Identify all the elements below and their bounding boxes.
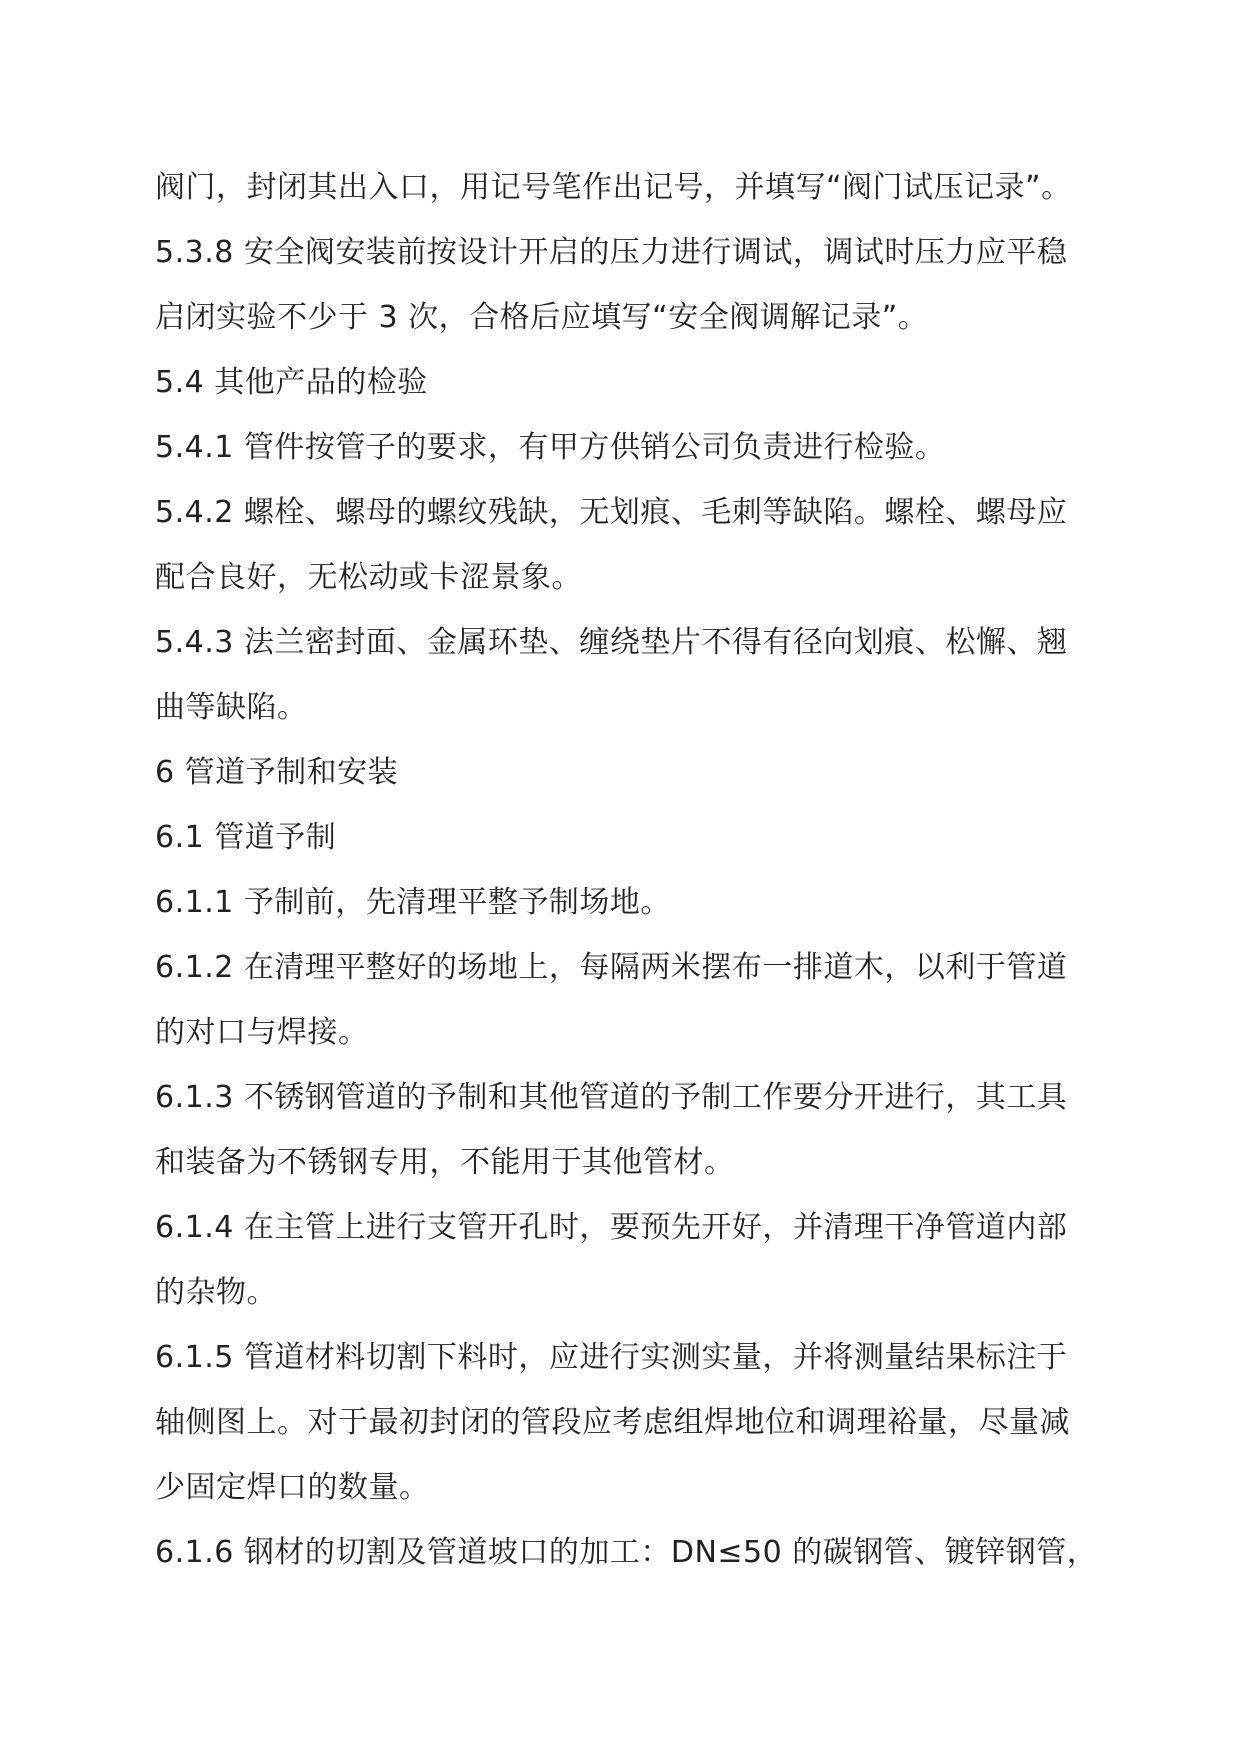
text-line: 启闭实验不少于 3 次，合格后应填写“安全阀调解记录”。	[155, 300, 929, 335]
text-line: 的杂物。	[155, 1275, 277, 1310]
text-line: 5.4.2 螺栓、螺母的螺纹残缺，无划痕、毛刺等缺陷。螺栓、螺母应	[155, 495, 1068, 530]
text-line: 6.1.3 不锈钢管道的予制和其他管道的予制工作要分开进行，其工具	[155, 1080, 1068, 1115]
section-heading: 6.1 管道予制	[155, 820, 337, 855]
text-line: 和装备为不锈钢专用，不能用于其他管材。	[155, 1145, 735, 1180]
text-line: 6.1.2 在清理平整好的场地上，每隔两米摆布一排道木，以利于管道	[155, 950, 1068, 985]
text-line: 5.4.3 法兰密封面、金属环垫、缠绕垫片不得有径向划痕、松懈、翘	[155, 625, 1068, 660]
text-line: 5.4.1 管件按管子的要求，有甲方供销公司负责进行检验。	[155, 430, 946, 465]
text-line: 6.1.4 在主管上进行支管开孔时，要预先开好，并清理干净管道内部	[155, 1210, 1068, 1245]
document-page	[155, 155, 1098, 1585]
text-line: 曲等缺陷。	[155, 690, 308, 725]
text-line: 阀门，封闭其出入口，用记号笔作出记号，并填写“阀门试压记录”。	[155, 170, 1072, 205]
text-line: 配合良好，无松动或卡涩景象。	[155, 560, 582, 595]
text-line: 5.3.8 安全阀安装前按设计开启的压力进行调试，调试时压力应平稳	[155, 235, 1068, 270]
text-line: 6.1.5 管道材料切割下料时，应进行实测实量，并将测量结果标注于	[155, 1340, 1068, 1375]
text-line: 少固定焊口的数量。	[155, 1470, 430, 1505]
text-line: 轴侧图上。对于最初封闭的管段应考虑组焊地位和调理裕量，尽量减	[155, 1405, 1070, 1440]
text-line: 6.1.1 予制前，先清理平整予制场地。	[155, 885, 671, 920]
text-line: 6.1.6 钢材的切割及管道坡口的加工：DN≤50 的碳钢管、镀锌钢管，	[155, 1535, 1098, 1570]
section-heading: 6 管道予制和安装	[155, 755, 399, 790]
text-line: 的对口与焊接。	[155, 1015, 369, 1050]
section-heading: 5.4 其他产品的检验	[155, 365, 428, 400]
